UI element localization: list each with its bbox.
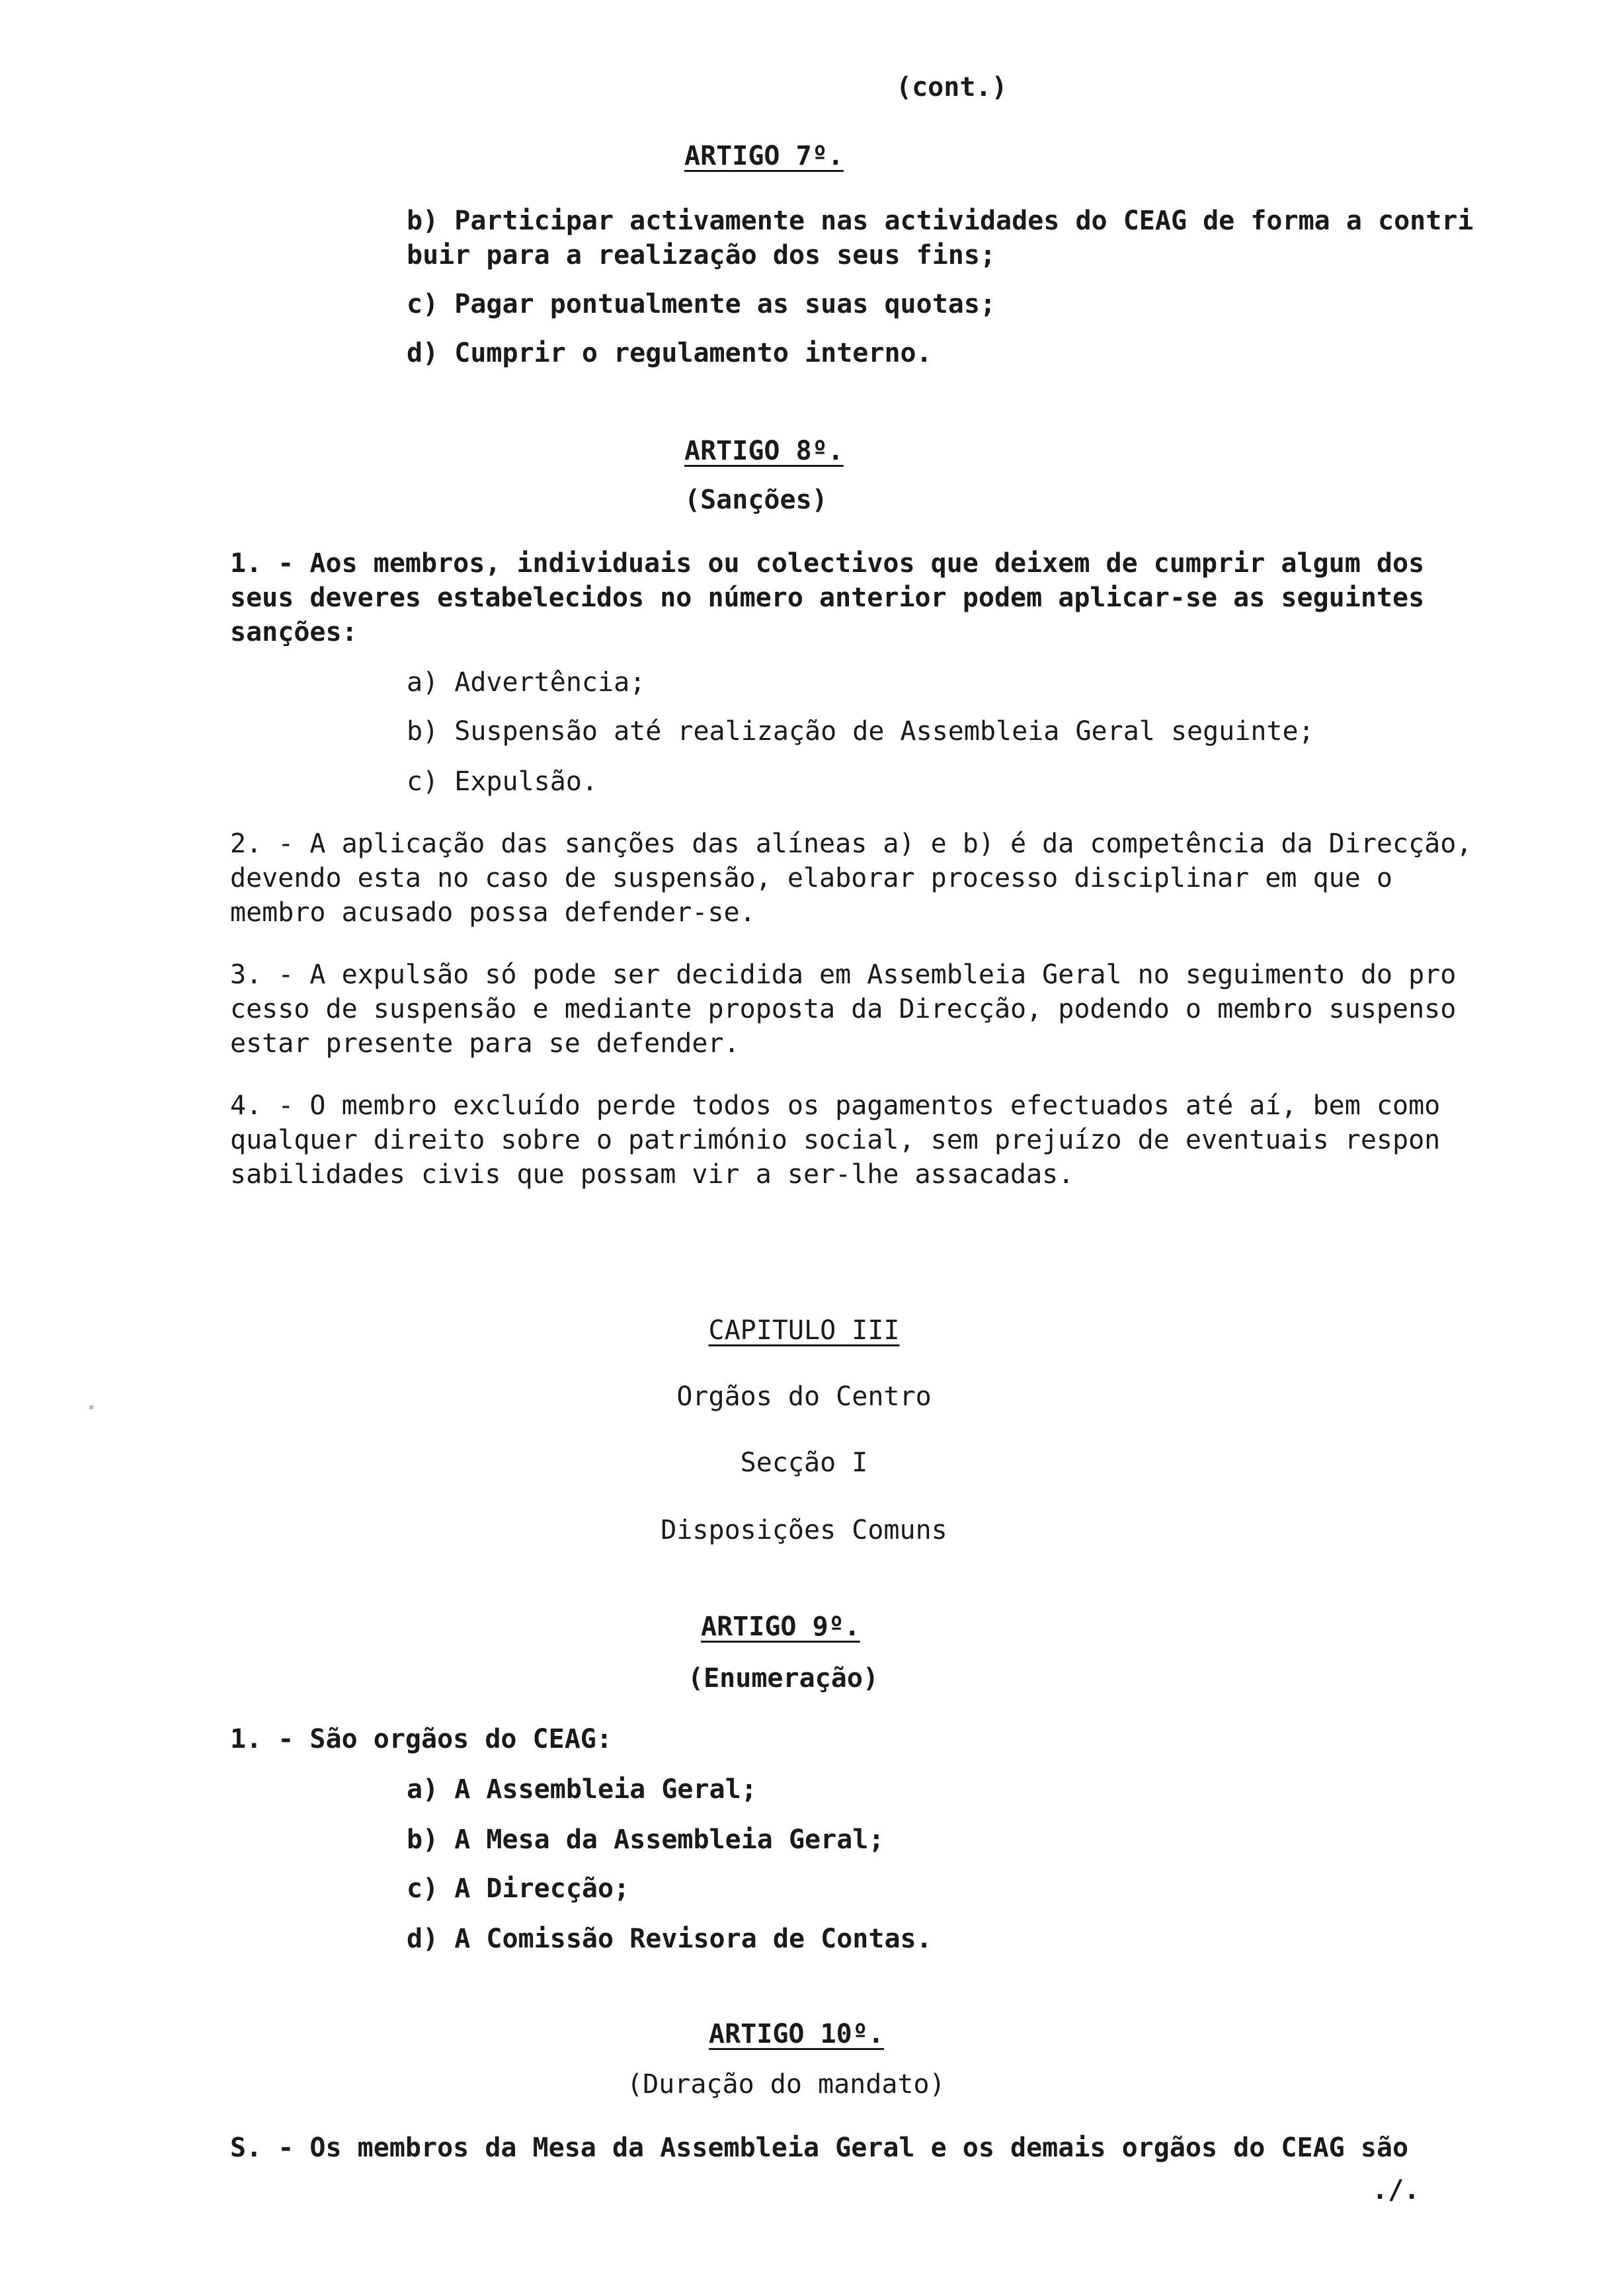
article-8-para2-line1: 2. - A aplicação das sanções das alíneas a) e b) é da competência da Direcção, bbox=[230, 829, 1472, 859]
article-8-para3-line3: estar presente para se defender. bbox=[230, 1028, 740, 1059]
article-9-item-a: a) A Assembleia Geral; bbox=[407, 1774, 757, 1805]
article-9-item-d: d) A Comissão Revisora de Contas. bbox=[407, 1924, 932, 1954]
article-7-item-d: d) Cumprir o regulamento interno. bbox=[407, 338, 932, 368]
article-8-para3-line1: 3. - A expulsão só pode ser decidida em Assembleia Geral no seguimento do pro bbox=[230, 960, 1457, 990]
article-8-para4-line1: 4. - O membro excluído perde todos os pagamentos efectuados até aí, bem como bbox=[230, 1090, 1441, 1121]
continues-mark: ./. bbox=[1372, 2175, 1420, 2205]
section-name: Disposições Comuns bbox=[661, 1515, 947, 1545]
article-8-para1-line2: seus deveres estabelecidos no número anterior podem aplicar-se as seguintes bbox=[230, 583, 1425, 613]
article-9-item-c: c) A Direcção; bbox=[407, 1873, 630, 1904]
article-8-heading: ARTIGO 8º. bbox=[684, 436, 844, 466]
article-9-heading: ARTIGO 9º. bbox=[701, 1612, 860, 1642]
article-8-item-b: b) Suspensão até realização de Assembleia Geral seguinte; bbox=[407, 716, 1314, 747]
article-7-item-c: c) Pagar pontualmente as suas quotas; bbox=[407, 289, 996, 319]
article-9-item-b: b) A Mesa da Assembleia Geral; bbox=[407, 1824, 885, 1855]
article-7-heading: ARTIGO 7º. bbox=[684, 141, 844, 171]
article-8-para2-line3: membro acusado possa defender-se. bbox=[230, 897, 756, 928]
article-8-para1-line3: sanções: bbox=[230, 617, 358, 647]
article-8-para1-line1: 1. - Aos membros, individuais ou colectivos que deixem de cumprir algum dos bbox=[230, 548, 1425, 579]
article-9-subtitle: (Enumeração) bbox=[688, 1663, 879, 1694]
continuation-label: (cont.) bbox=[896, 72, 1008, 102]
article-8-para3-line2: cesso de suspensão e mediante proposta da Direcção, podendo o membro suspenso bbox=[230, 994, 1457, 1024]
article-8-para4-line3: sabilidades civis que possam vir a ser-lhe assacadas. bbox=[230, 1159, 1074, 1190]
chapter-name: Orgãos do Centro bbox=[676, 1381, 932, 1412]
article-8-item-a: a) Advertência; bbox=[407, 667, 646, 698]
article-8-subtitle: (Sanções) bbox=[684, 485, 828, 515]
scan-speck bbox=[89, 1405, 93, 1409]
article-7-item-b-line2: buir para a realização dos seus fins; bbox=[407, 240, 996, 270]
article-10-para1: S. - Os membros da Mesa da Assembleia Geral e os demais orgãos do CEAG são bbox=[230, 2133, 1409, 2163]
article-7-item-b-line1: b) Participar activamente nas actividades do CEAG de forma a contri bbox=[407, 206, 1474, 236]
article-10-subtitle: (Duração do mandato) bbox=[627, 2069, 945, 2100]
article-10-heading: ARTIGO 10º. bbox=[709, 2019, 884, 2049]
article-8-item-c: c) Expulsão. bbox=[407, 766, 598, 797]
section-title: Secção I bbox=[740, 1448, 868, 1478]
article-9-para1: 1. - São orgãos do CEAG: bbox=[230, 1724, 612, 1754]
article-8-para2-line2: devendo esta no caso de suspensão, elaborar processo disciplinar em que o bbox=[230, 863, 1392, 893]
article-8-para4-line2: qualquer direito sobre o património social, sem prejuízo de eventuais respon bbox=[230, 1125, 1441, 1155]
chapter-title: CAPITULO III bbox=[708, 1315, 900, 1346]
